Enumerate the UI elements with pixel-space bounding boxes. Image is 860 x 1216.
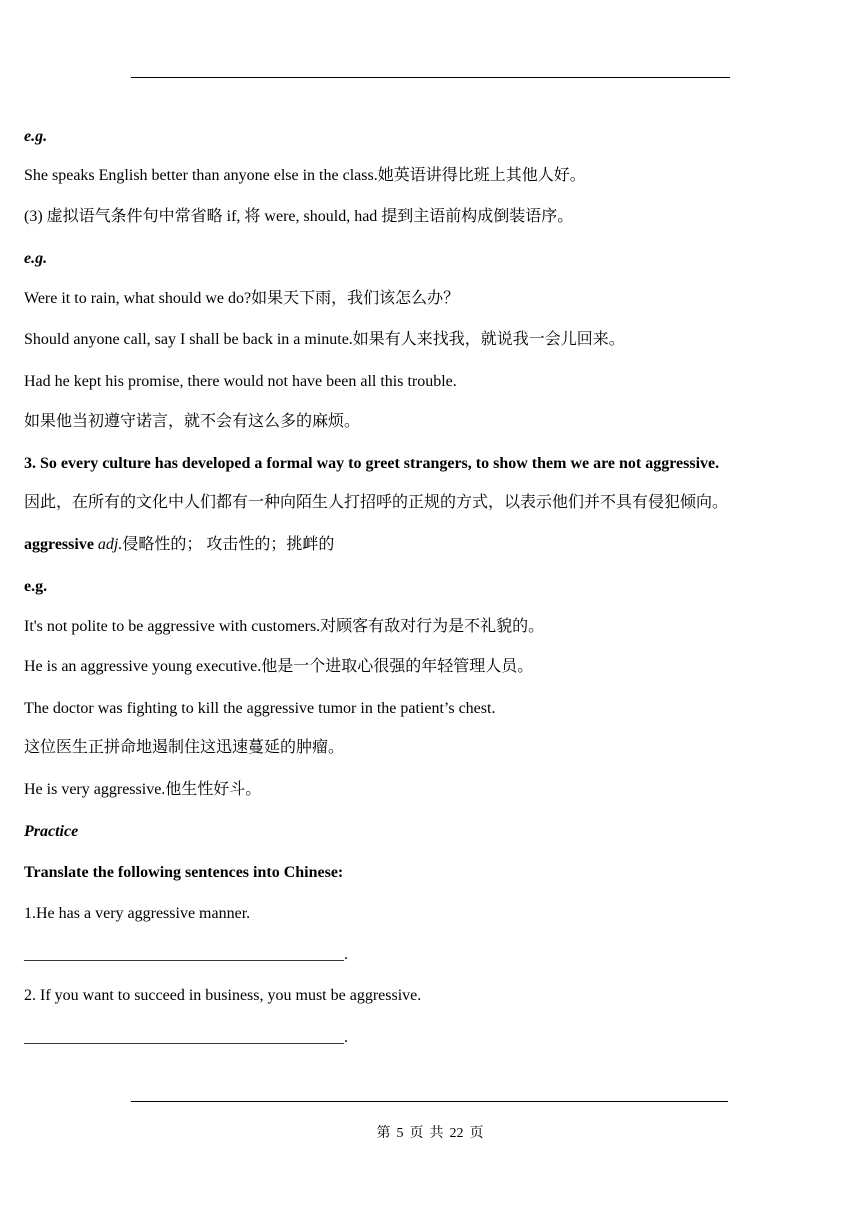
practice-question: 1.He has a very aggressive manner. (24, 905, 251, 922)
practice-heading: Practice (24, 823, 79, 840)
footer-rule (131, 1101, 728, 1102)
footer-suffix: 页 (469, 1126, 484, 1141)
example-sentence: The doctor was fighting to kill the aggressive tumor in the patient’s chest. (24, 700, 496, 717)
page-number: 5 (396, 1126, 404, 1141)
eg-label: e.g. (24, 128, 48, 145)
vocabulary-entry (24, 535, 334, 555)
example-translation: 如果他当初遵守诺言，就不会有这么多的麻烦。 (24, 413, 361, 430)
key-sentence-translation: 因此，在所有的文化中人们都有一种向陌生人打招呼的正规的方式，以表示他们并不具有侵犯倾向。 (24, 494, 729, 511)
rule-note: (3) 虚拟语气条件句中常省略 if, 将 were, should, had 提到主语前构成倒装语序。 (24, 208, 574, 225)
practice-instruction: Translate the following sentences into Chinese: (24, 864, 344, 881)
footer-total-label: 共 (429, 1126, 444, 1141)
example-sentence: Should anyone call, say I shall be back in a minute.如果有人来找我，就说我一会儿回来。 (24, 331, 625, 348)
vocabulary-word: aggressive (24, 536, 94, 553)
key-sentence: 3. So every culture has developed a formal way to greet strangers, to show them we are not aggressive. (24, 455, 720, 472)
answer-blank[interactable]: ________________________________________. (24, 946, 348, 963)
example-sentence: She speaks English better than anyone else in the class.她英语讲得比班上其他人好。 (24, 167, 586, 184)
example-sentence: Had he kept his promise, there would not have been all this trouble. (24, 373, 457, 390)
example-translation: 这位医生正拼命地遏制住这迅速蔓延的肿瘤。 (24, 739, 345, 756)
header-rule (131, 77, 730, 78)
practice-question: 2. If you want to succeed in business, you must be aggressive. (24, 987, 422, 1004)
example-sentence: Were it to rain, what should we do?如果天下雨，我们该怎么办？ (24, 290, 460, 307)
vocabulary-definition: 侵略性的； 攻击性的；挑衅的 (122, 536, 335, 553)
footer-page-label: 页 (409, 1126, 424, 1141)
footer-prefix: 第 (376, 1126, 391, 1141)
page-footer (0, 1125, 860, 1143)
example-sentence: It's not polite to be aggressive with customers.对顾客有敌对行为是不礼貌的。 (24, 618, 545, 635)
part-of-speech: adj. (93, 536, 123, 553)
answer-blank[interactable]: ________________________________________. (24, 1029, 348, 1046)
eg-label: e.g. (24, 578, 48, 595)
eg-label: e.g. (24, 250, 48, 267)
example-sentence: He is very aggressive.他生性好斗。 (24, 781, 262, 798)
total-pages: 22 (449, 1126, 464, 1141)
example-sentence: He is an aggressive young executive.他是一个进取心很强的年轻管理人员。 (24, 658, 534, 675)
